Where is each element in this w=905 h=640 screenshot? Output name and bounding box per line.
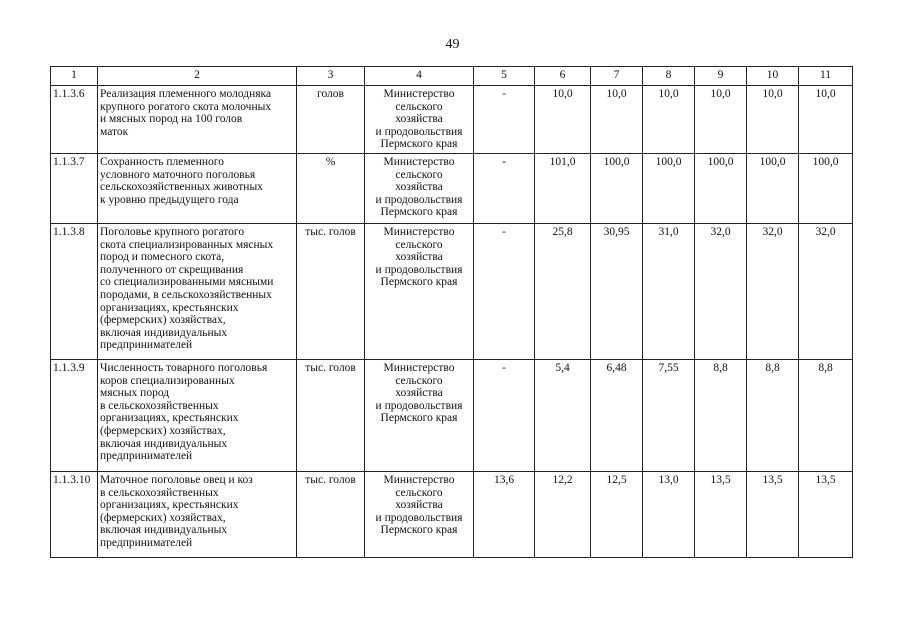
responsible-executor-line: Пермского края [380, 206, 458, 219]
table-row [51, 86, 853, 154]
responsible-executor-line: сельского [395, 238, 443, 251]
value-cell: 10,0 [643, 86, 695, 154]
row-number: 1.1.3.7 [51, 153, 98, 223]
responsible-executor-line: и продовольствия [375, 125, 463, 138]
indicator-name-line: полученного от скрещивания [100, 263, 244, 276]
indicator-name-line: предпринимателей [100, 339, 193, 352]
responsible-executor-line: и продовольствия [375, 193, 463, 206]
responsible-executor-line: и продовольствия [375, 399, 463, 412]
indicator-name-line: в сельскохозяйственных [100, 486, 219, 499]
row-number: 1.1.3.9 [51, 359, 98, 471]
value-cell: 100,0 [747, 153, 799, 223]
indicator-name [98, 86, 297, 154]
value-cell: - [474, 223, 535, 359]
indicator-name-line: предпринимателей [100, 450, 193, 463]
value-cell: 25,8 [535, 223, 591, 359]
responsible-executor [365, 153, 474, 223]
indicator-name-line: породами, в сельскохозяйственных [100, 288, 272, 301]
value-cell: 32,0 [747, 223, 799, 359]
indicator-name-line: к уровню предыдущего года [100, 193, 239, 206]
responsible-executor-line: сельского [395, 486, 443, 499]
indicator-name-line: Поголовье крупного рогатого [100, 225, 245, 238]
value-cell: 13,5 [695, 471, 747, 557]
indicator-name-line: пород и помесного скота, [100, 251, 225, 264]
responsible-executor-line: Министерство [383, 88, 455, 100]
value-cell: 100,0 [591, 153, 643, 223]
table-row [51, 359, 853, 471]
row-number: 1.1.3.6 [51, 86, 98, 154]
indicator-name-line: Реализация племенного молодняка [100, 88, 272, 100]
indicator-name-line: предпринимателей [100, 536, 193, 549]
indicator-name-line: крупного рогатого скота молочных [100, 100, 272, 113]
column-header-11: 11 [799, 67, 853, 86]
responsible-executor-line: Пермского края [380, 412, 458, 425]
table-row [51, 223, 853, 359]
column-header-2: 2 [98, 67, 297, 86]
value-cell: 7,55 [643, 359, 695, 471]
indicator-name-line: организациях, крестьянских [100, 412, 239, 425]
value-cell: 100,0 [799, 153, 853, 223]
indicator-name-line: и мясных пород на 100 голов [100, 113, 243, 126]
value-cell: 13,0 [643, 471, 695, 557]
value-cell: 100,0 [695, 153, 747, 223]
column-header-10: 10 [747, 67, 799, 86]
value-cell: 10,0 [695, 86, 747, 154]
responsible-executor [365, 223, 474, 359]
column-header-4: 4 [365, 67, 474, 86]
indicator-name-line: сельскохозяйственных животных [100, 181, 263, 194]
responsible-executor-line: Министерство [383, 473, 455, 486]
column-header-8: 8 [643, 67, 695, 86]
value-cell: 32,0 [799, 223, 853, 359]
unit-of-measure: тыс. голов [297, 471, 365, 557]
indicator-name-line: в сельскохозяйственных [100, 399, 219, 412]
indicator-name [98, 223, 297, 359]
indicator-name-line: скота специализированных мясных [100, 238, 274, 251]
responsible-executor-line: Министерство [383, 155, 455, 168]
responsible-executor-line: хозяйства [395, 499, 443, 512]
table-row [51, 471, 853, 557]
value-cell: 8,8 [799, 359, 853, 471]
responsible-executor-line: Пермского края [380, 276, 458, 289]
indicator-name-line: включая индивидуальных [100, 437, 228, 450]
row-number: 1.1.3.8 [51, 223, 98, 359]
value-cell: 6,48 [591, 359, 643, 471]
header-row [51, 67, 853, 86]
indicator-name-line: условного маточного поголовья [100, 168, 256, 181]
value-cell: 13,5 [799, 471, 853, 557]
responsible-executor-line: Пермского края [380, 524, 458, 537]
indicator-name [98, 153, 297, 223]
column-header-9: 9 [695, 67, 747, 86]
responsible-executor-line: сельского [395, 374, 443, 387]
indicator-name-line: (фермерских) хозяйствах, [100, 511, 226, 524]
value-cell: 10,0 [591, 86, 643, 154]
value-cell: 8,8 [747, 359, 799, 471]
value-cell: 32,0 [695, 223, 747, 359]
responsible-executor-line: Министерство [383, 225, 455, 238]
indicator-name [98, 359, 297, 471]
unit-of-measure: голов [297, 86, 365, 154]
indicator-name-line: включая индивидуальных [100, 326, 228, 339]
value-cell: 13,6 [474, 471, 535, 557]
indicator-name-line: Сохранность племенного [100, 155, 224, 168]
responsible-executor-line: сельского [395, 100, 443, 113]
value-cell: 10,0 [799, 86, 853, 154]
indicator-name-line: Маточное поголовье овец и коз [100, 473, 253, 486]
column-header-1: 1 [51, 67, 98, 86]
unit-of-measure: тыс. голов [297, 223, 365, 359]
responsible-executor-line: Пермского края [380, 138, 458, 151]
indicator-name-line: организациях, крестьянских [100, 499, 239, 512]
value-cell: 10,0 [535, 86, 591, 154]
indicator-name-line: (фермерских) хозяйствах, [100, 424, 226, 437]
indicator-name-line: маток [100, 125, 129, 138]
row-number: 1.1.3.10 [51, 471, 98, 557]
indicator-name-line: включая индивидуальных [100, 524, 228, 537]
value-cell: 101,0 [535, 153, 591, 223]
value-cell: 100,0 [643, 153, 695, 223]
table-body [51, 86, 853, 558]
responsible-executor-line: хозяйства [395, 113, 443, 126]
indicator-name-line: мясных пород [100, 387, 170, 400]
value-cell: 12,2 [535, 471, 591, 557]
indicator-name-line: коров специализированных [100, 374, 235, 387]
responsible-executor [365, 471, 474, 557]
value-cell: 13,5 [747, 471, 799, 557]
responsible-executor-line: хозяйства [395, 387, 443, 400]
column-header-6: 6 [535, 67, 591, 86]
indicator-name [98, 471, 297, 557]
responsible-executor-line: хозяйства [395, 181, 443, 194]
indicator-name-line: Численность товарного поголовья [100, 361, 268, 374]
value-cell: - [474, 359, 535, 471]
column-header-7: 7 [591, 67, 643, 86]
responsible-executor-line: и продовольствия [375, 511, 463, 524]
indicator-name-line: организациях, крестьянских [100, 301, 239, 314]
page-number: 49 [445, 37, 460, 52]
responsible-executor-line: сельского [395, 168, 443, 181]
value-cell: 30,95 [591, 223, 643, 359]
indicators-table [50, 66, 853, 558]
responsible-executor [365, 86, 474, 154]
column-header-5: 5 [474, 67, 535, 86]
value-cell: 8,8 [695, 359, 747, 471]
column-header-3: 3 [297, 67, 365, 86]
responsible-executor-line: и продовольствия [375, 263, 463, 276]
value-cell: - [474, 153, 535, 223]
responsible-executor [365, 359, 474, 471]
value-cell: 10,0 [747, 86, 799, 154]
table-row [51, 153, 853, 223]
value-cell: 31,0 [643, 223, 695, 359]
value-cell: 12,5 [591, 471, 643, 557]
responsible-executor-line: Министерство [383, 361, 455, 374]
indicator-name-line: (фермерских) хозяйствах, [100, 314, 226, 327]
indicator-name-line: со специализированными мясными [100, 276, 274, 289]
value-cell: - [474, 86, 535, 154]
responsible-executor-line: хозяйства [395, 251, 443, 264]
unit-of-measure: % [297, 153, 365, 223]
unit-of-measure: тыс. голов [297, 359, 365, 471]
value-cell: 5,4 [535, 359, 591, 471]
